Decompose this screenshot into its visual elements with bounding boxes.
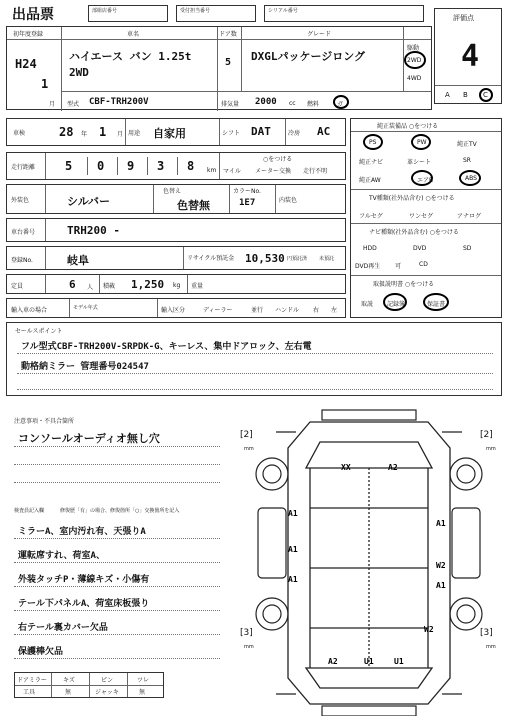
inspector-line-3: 外装タッチP・薄線キズ・小傷有 — [18, 575, 150, 585]
equip-abs-circle — [459, 170, 481, 186]
rating-label: 評価点 — [453, 14, 474, 22]
chassis-label: 車台番号 — [11, 229, 36, 236]
capacity-row — [6, 274, 346, 294]
genuine-label: 純正装備品 ○をつける — [377, 123, 439, 130]
dvd-cd: CD — [419, 261, 428, 268]
diagram-mark-w2-right-mid: W2 — [436, 561, 446, 570]
color-code-label: カラーNo. — [233, 188, 261, 195]
load-unit: kg — [173, 282, 181, 289]
doors-value: 5 — [225, 57, 232, 68]
fuel-circle — [333, 95, 349, 109]
keys-record-circle — [383, 293, 407, 311]
chassis-value: TRH200 - — [67, 224, 120, 237]
type-value: CBF-TRH200V — [89, 97, 149, 107]
tread-tl-unit: mm — [244, 446, 254, 452]
tread-tl-value: 2 — [243, 430, 250, 440]
table-cell-jack-value: 無 — [139, 689, 146, 696]
drive-label: 駆動 — [407, 45, 420, 52]
shaken-year-unit: 年 — [81, 131, 88, 138]
displacement-label: 排気量 — [221, 101, 240, 108]
equip-pw-circle — [411, 134, 431, 150]
equip-airbag: エアB — [417, 177, 434, 184]
inspector-line-6: 保護棒欠品 — [18, 647, 64, 657]
seal-box-2 — [176, 5, 256, 22]
capacity-label: 定員 — [11, 283, 24, 290]
tread-bl-value: 3 — [243, 628, 250, 638]
mileage-digit-4: 3 — [157, 159, 165, 173]
diagram-mark-u1-rear-2: U1 — [394, 657, 404, 666]
shift-value: DAT — [251, 125, 271, 138]
dvd-yes: 可 — [395, 263, 402, 270]
fuel-value: ガ — [337, 101, 344, 108]
shaken-month-unit: 月 — [117, 131, 124, 138]
inspector-line-5: 右テール裏カバー欠品 — [18, 623, 108, 633]
navi-label: ナビ種類(社外品含む) ○をつける — [369, 229, 459, 236]
diagram-mark-a1-left-rear: A1 — [288, 575, 298, 584]
table-cell-tools-value: 無 — [65, 689, 72, 696]
sales-points-label: セールスポイント — [15, 328, 63, 335]
color-row — [6, 184, 346, 214]
tread-tr-unit: mm — [486, 446, 496, 452]
rating-box — [434, 8, 502, 104]
registration-label: 登録No. — [11, 257, 33, 264]
equip-ps-circle — [363, 134, 383, 150]
table-header-scratch: キズ — [63, 677, 75, 684]
rating-value: 4 — [461, 39, 480, 74]
tread-bl: [3] — [240, 628, 253, 638]
chassis-row — [6, 218, 346, 242]
weight-label: 重量 — [191, 283, 204, 290]
mileage-digit-2: 0 — [97, 159, 105, 173]
name-label: 車名 — [127, 31, 140, 38]
import-parallel: 並行 — [251, 307, 264, 314]
year-value: H24 — [15, 57, 37, 71]
keys-warranty-circle — [423, 293, 449, 311]
shaken-label: 車検 — [13, 130, 26, 137]
keys-record: 記録簿 — [387, 301, 406, 308]
car-damage-diagram — [236, 408, 504, 716]
use-label: 用途 — [128, 130, 141, 137]
load-value: 1,250 — [131, 278, 165, 291]
diagram-mark-a2-rear: A2 — [328, 657, 338, 666]
seal-label-3: シリアル番号 — [268, 8, 298, 14]
vehicle-info-block — [6, 26, 432, 110]
month-value: 1 — [41, 77, 49, 91]
diagram-mark-u1-rear-1: U1 — [364, 657, 374, 666]
mileage-label: 走行距離 — [11, 164, 36, 171]
score-b: B — [463, 91, 468, 99]
bottom-table — [14, 672, 164, 698]
diagram-mark-a2-top: A2 — [388, 463, 398, 472]
color-change-value: 色替無 — [177, 199, 210, 212]
equip-navi: 純正ナビ — [359, 159, 384, 166]
seal-label-2: 受付担当番号 — [180, 8, 211, 14]
score-c-circle — [479, 88, 493, 102]
shaken-month: 1 — [99, 125, 107, 139]
sales-points-line-1: フル型式CBF-TRH200V-SRPDK-G、キーレス、集中ドアロック、左右電 — [21, 342, 312, 352]
page-title: 出品票 — [12, 7, 54, 23]
table-cell-tools: 工具 — [23, 689, 36, 696]
keys-label: 取扱説明書 ○をつける — [373, 281, 435, 288]
doors-label: ドア数 — [219, 31, 237, 38]
inspection-row — [6, 118, 346, 146]
dvd-label: DVD再生 — [355, 263, 381, 270]
recycle-value: 10,530 — [245, 252, 285, 265]
year-label: 初年度登録 — [13, 31, 44, 38]
tv-fullseg: フルセグ — [359, 213, 383, 220]
sales-points-line-2: 動格納ミラー 管理番号024547 — [21, 362, 149, 372]
mileage-opt-mile: マイル — [223, 168, 241, 175]
seal-box-3 — [264, 5, 424, 22]
color-code-value: 1E7 — [239, 198, 256, 208]
tread-tr: [2] — [480, 430, 493, 440]
table-header-pin: ピン — [101, 677, 114, 684]
equipment-panel — [350, 118, 502, 318]
navi-hdd: HDD — [363, 245, 377, 252]
tread-tr-value: 2 — [483, 430, 490, 440]
recycle-unit: 円預託済 — [287, 256, 308, 262]
mileage-unit: km — [207, 167, 217, 174]
drive-4wd: 4WD — [407, 75, 422, 82]
grade-value: DXGLパッケージロング — [251, 50, 366, 63]
tread-br: [3] — [480, 628, 493, 638]
tv-oneseg: ワンセグ — [409, 213, 434, 220]
recycle-note: 未預託 — [319, 256, 335, 262]
tread-br-value: 3 — [483, 628, 490, 638]
score-c: C — [483, 91, 488, 99]
diagram-mark-xx: XX — [341, 463, 351, 472]
color-change-label: 色替え — [163, 188, 182, 195]
equip-ps: PS — [369, 139, 377, 146]
inspector-line-1: ミラーA、室内汚れ有、天張りA — [18, 527, 146, 537]
use-value: 自家用 — [153, 127, 186, 140]
equip-pw: PW — [417, 139, 427, 146]
inspector-line-2: 運転席すれ、荷室A、 — [18, 551, 105, 561]
sales-points-box — [6, 322, 502, 396]
type-label: 型式 — [67, 101, 80, 108]
inspector-desc: 修復歴「有」の場合、修復箇所「○」交換箇所を記入 — [60, 508, 180, 514]
navi-sd: SD — [463, 245, 472, 252]
mileage-opt-unknown: 走行不明 — [303, 168, 328, 175]
grade-label: グレード — [307, 31, 332, 38]
diagram-mark-w2-right-wheel: W2 — [424, 625, 434, 634]
import-row — [6, 298, 346, 318]
tread-tl: [2] — [240, 430, 253, 440]
interior-label: 内装色 — [279, 197, 298, 204]
load-label: 積載 — [103, 283, 116, 290]
table-header-flush: ツレ — [137, 677, 150, 684]
registration-value: 岐阜 — [67, 254, 89, 267]
seal-box-1 — [88, 5, 168, 22]
table-cell-jack: ジャッキ — [95, 689, 119, 696]
fuel-label: 燃料 — [307, 101, 320, 108]
drive-2wd-circle — [404, 51, 426, 69]
keys-warranty: 保証書 — [427, 301, 446, 308]
equip-abs: ABS — [465, 175, 477, 182]
import-route-value: ディーラー — [203, 307, 233, 314]
model-year-label: モデル年式 — [73, 305, 98, 311]
month-unit: 月 — [49, 101, 56, 108]
ac-value: AC — [317, 125, 331, 138]
capacity-value: 6 — [69, 278, 76, 291]
tv-label: TV種類(社外品含む) ○をつける — [369, 195, 455, 202]
mileage-row — [6, 152, 346, 180]
score-a: A — [445, 91, 450, 99]
capacity-unit: 人 — [87, 284, 94, 291]
equip-airbag-circle — [411, 170, 433, 186]
equip-aw: 純正AW — [359, 177, 381, 184]
equip-sr: SR — [463, 157, 471, 164]
color-value: シルバー — [67, 195, 110, 208]
mileage-digit-3: 9 — [127, 159, 135, 173]
tread-bl-unit: mm — [244, 644, 254, 650]
shift-label: シフト — [222, 130, 241, 137]
inspector-label: 検査員記入欄 — [14, 508, 45, 514]
ac-label: 冷房 — [288, 130, 301, 137]
notes-line-1: コンソールオーディオ無し穴 — [18, 432, 160, 445]
diagram-mark-a1-left-front: A1 — [288, 509, 298, 518]
diagram-mark-a1-right-rear: A1 — [436, 581, 446, 590]
handle-label: ハンドル — [275, 307, 300, 314]
notes-label: 注意事項・不具合箇所 — [14, 418, 75, 425]
inspector-line-4: テール下パネルA、荷室床板張り — [18, 599, 150, 609]
shaken-year: 28 — [59, 125, 74, 139]
diagram-mark-a1-right-front: A1 — [436, 519, 446, 528]
registration-row — [6, 246, 346, 270]
navi-dvd: DVD — [413, 245, 427, 252]
equip-tv: 純正TV — [457, 141, 477, 148]
handle-right: 右 — [313, 307, 320, 314]
import-route-label: 輸入区分 — [161, 307, 186, 314]
import-label: 輸入車の場合 — [11, 307, 48, 314]
vehicle-name: ハイエース バン 1.25t 2WD — [69, 50, 192, 79]
keys-manual: 取説 — [361, 301, 374, 308]
mileage-note: ○をつける — [263, 156, 293, 163]
displacement-unit: cc — [289, 100, 296, 107]
drive-2wd: 2WD — [407, 57, 422, 64]
seal-label-1: 部組店番号 — [92, 8, 118, 14]
mileage-digit-5: 8 — [187, 159, 195, 173]
diagram-mark-a1-left-mid: A1 — [288, 545, 298, 554]
mileage-opt-swap: メーター交換 — [255, 168, 292, 175]
handle-left: 左 — [331, 307, 338, 314]
displacement-value: 2000 — [255, 97, 277, 107]
table-header-mirror: ドアミラー — [17, 677, 47, 684]
color-label: 外装色 — [11, 197, 30, 204]
equip-leather: 革シート — [407, 159, 432, 166]
tv-analog: アナログ — [457, 213, 482, 220]
mileage-digit-1: 5 — [65, 159, 73, 173]
tread-br-unit: mm — [486, 644, 496, 650]
recycle-label: リサイクル預託金 — [187, 255, 235, 262]
